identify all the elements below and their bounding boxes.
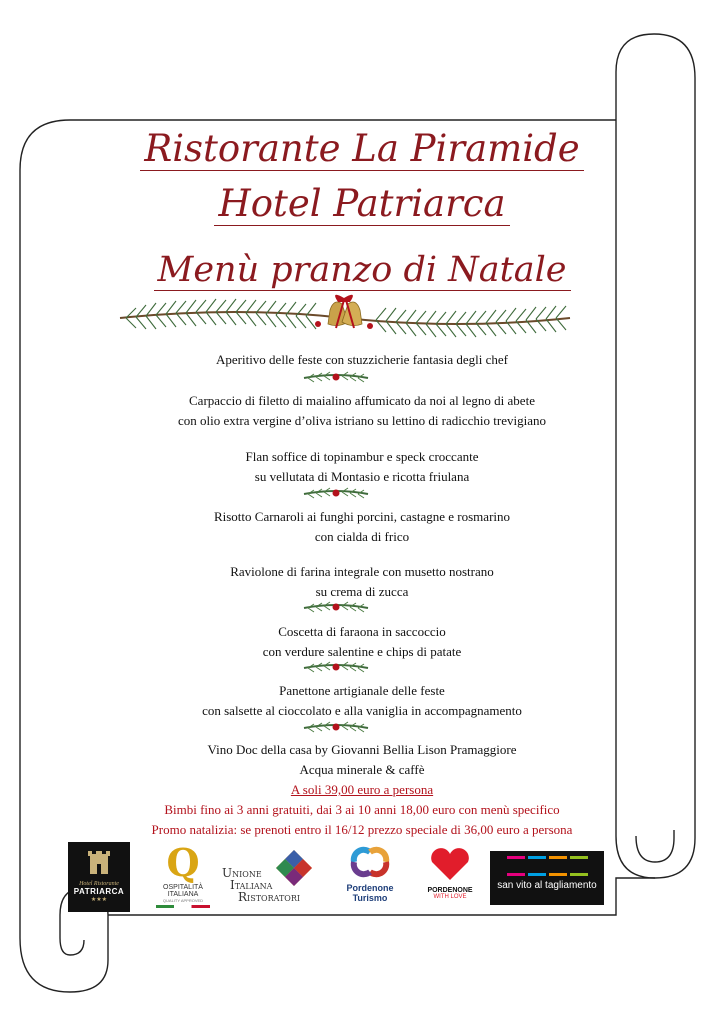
christmas-garland bbox=[116, 288, 574, 344]
garland-divider bbox=[302, 371, 370, 385]
pordenone-turismo-line2: Turismo bbox=[352, 893, 388, 903]
garland-divider bbox=[302, 721, 370, 735]
logo-san-vito-al-tagliamento bbox=[490, 851, 604, 905]
menu-item-panettone: Panettone artigianale delle feste con salsette al cioccolato e alla vaniglia in accompagnamento bbox=[202, 683, 522, 718]
menu-item-raviolone: Raviolone di farina integrale con musetto nostrano su crema di zucca bbox=[230, 564, 494, 599]
menu-item-drinks: Vino Doc della casa by Giovanni Bellia Lison Pramaggiore Acqua minerale & caffè bbox=[207, 742, 517, 777]
logo-pordenone-turismo bbox=[330, 846, 410, 910]
logo-ospitalita-sub: QUALITY APPROVED bbox=[162, 898, 204, 903]
pordenone-turismo-icon bbox=[348, 846, 392, 878]
garland-divider bbox=[302, 601, 370, 615]
sanvito-brackets bbox=[490, 856, 604, 876]
heart-icon bbox=[428, 846, 472, 882]
pordenone-love-line2: WITH LOVE bbox=[433, 894, 467, 900]
italian-flag-stripe bbox=[156, 905, 210, 908]
logo-patriarca-stars: ★★★ bbox=[90, 897, 108, 903]
logo-patriarca-subtitle: Hotel Ristorante bbox=[79, 881, 119, 887]
logo-hotel-patriarca bbox=[68, 842, 130, 912]
garland-divider bbox=[302, 487, 370, 501]
menu-title: Menù pranzo di Natale bbox=[0, 250, 724, 290]
uir-line1: UNIONE bbox=[222, 866, 262, 880]
menu-item-risotto: Risotto Carnaroli ai funghi porcini, castagne e rosmarino con cialda di frico bbox=[213, 509, 511, 544]
logo-unione-italiana-ristoratori bbox=[222, 846, 314, 912]
logo-q-letter: Q bbox=[166, 840, 200, 885]
tower-icon bbox=[84, 846, 114, 876]
menu-item-aperitivo: Aperitivo delle feste con stuzzicherie fantasia degli chef bbox=[215, 352, 508, 367]
menu-item-carpaccio: Carpaccio di filetto di maialino affumicato da noi al legno di abete con olio extra vergine d’oliva istriano su lettino di radicchio trevigiano bbox=[178, 393, 546, 428]
uir-line2: ITALIANA bbox=[230, 878, 273, 892]
logo-ospitalita-italiana bbox=[148, 842, 218, 912]
pordenone-turismo-line1: Pordenone bbox=[346, 883, 394, 893]
restaurant-title: Ristorante La Piramide bbox=[0, 127, 724, 170]
logo-ospitalita-name: OSPITALITÀ ITALIANA bbox=[163, 884, 203, 898]
logo-patriarca-name: PATRIARCA bbox=[73, 887, 125, 896]
uir-line3: RISTORATORI bbox=[238, 890, 301, 904]
garland-divider bbox=[302, 661, 370, 675]
pordenone-love-line1: PORDENONE bbox=[427, 887, 473, 894]
sanvito-text: san vito al tagliamento bbox=[497, 880, 597, 891]
menu-item-coscetta: Coscetta di faraona in saccoccio con verdure salentine e chips di patate bbox=[262, 624, 462, 659]
hotel-title: Hotel Patriarca bbox=[0, 182, 724, 225]
price-line: A soli 39,00 euro a persona Bimbi fino ai 3 anni gratuiti, dai 3 ai 10 anni 18,00 euro con menù specifico Promo natalizia: se prenoti entro il 16/12 prezzo speciale di 36,00 euro a persona bbox=[151, 782, 573, 837]
logo-pordenone-with-love bbox=[422, 846, 478, 908]
menu-item-flan: Flan soffice di topinambur e speck croccante su vellutata di Montasio e ricotta friulana bbox=[245, 449, 479, 484]
